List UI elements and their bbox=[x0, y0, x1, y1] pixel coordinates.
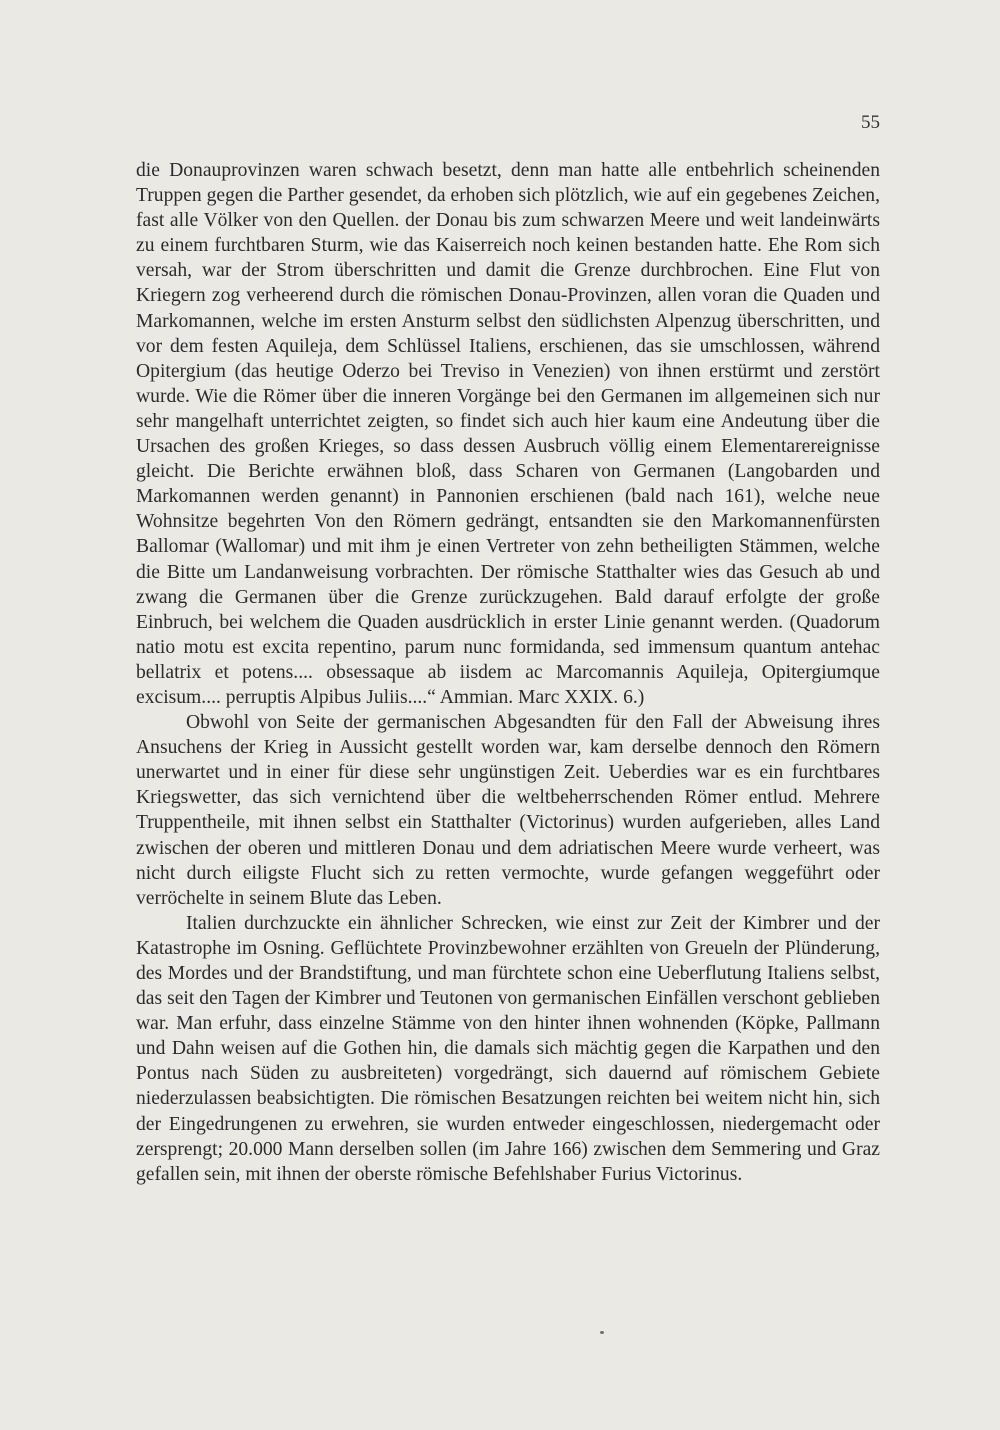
page-number: 55 bbox=[861, 112, 880, 133]
paragraph-1: die Donauprovinzen waren schwach besetzt, denn man hatte alle entbehrlich scheinenden Truppen gegen die Parther gesendet, da erhoben sich plötzlich, wie auf ein gegebenes Zeichen, fast alle Völker von den Quellen. der Donau bis zum schwarzen Meere und weit landeinwärts zu einem furchtbaren Sturm, wie das Kaiserreich noch keinen bestanden hatte. Ehe Rom sich versah, war der Strom überschritten und damit die Grenze durchbrochen. Eine Flut von Kriegern zog verheerend durch die römischen Donau-Provinzen, allen voran die Quaden und Markomannen, welche im ersten Ansturm selbst den südlichsten Alpenzug überschritten, und vor dem festen Aquileja, dem Schlüssel Italiens, erschienen, das sie umschlossen, während Opitergium (das heutige Oderzo bei Treviso in Venezien) von ihnen erstürmt und zerstört wurde. Wie die Römer über die inneren Vorgänge bei den Germanen im allgemeinen sich nur sehr mangelhaft unterrichtet zeigten, so findet sich auch hier kaum eine Andeutung über die Ursachen des großen Krieges, so dass dessen Ausbruch völlig einem Elementarereignisse gleicht. Die Berichte erwähnen bloß, dass Scharen von Germanen (Langobarden und Markomannen werden genannt) in Pannonien erschienen (bald nach 161), welche neue Wohnsitze begehrten Von den Römern gedrängt, entsandten sie den Markomannenfürsten Ballomar (Wallomar) und mit ihm je einen Vertreter von zehn betheiligten Stämmen, welche die Bitte um Landanweisung vorbrachten. Der römische Statthalter wies das Gesuch ab und zwang die Germanen über die Grenze zurückzugehen. Bald darauf erfolgte der große Einbruch, bei welchem die Quaden ausdrücklich in erster Linie genannt werden. (Quadorum natio motu est excita repentino, parum nunc formidanda, sed immensum quantum antehac bellatrix et potens.... obsessaque ab iisdem ac Marcomannis Aquileja, Opitergiumque excisum.... perruptis Alpibus Juliis....“ Ammian. Marc XXIX. 6.) bbox=[136, 160, 880, 708]
ink-speck bbox=[600, 1331, 604, 1334]
paragraph-2: Obwohl von Seite der germanischen Abgesandten für den Fall der Abweisung ihres Ansuchens der Krieg in Aussicht gestellt worden war, kam derselbe dennoch den Römern unerwartet und in einer für diese sehr ungünstigen Zeit. Ueberdies war es ein furchtbares Kriegswetter, das sich vernichtend über die weltbeherrschenden Römer entlud. Mehrere Truppentheile, mit ihnen selbst ein Statthalter (Victorinus) wurden aufgerieben, alles Land zwischen der oberen und mittleren Donau und dem adriatischen Meere wurde verheert, was nicht durch eiligste Flucht sich zu retten vermochte, wurde gefangen weggeführt oder verröchelte in seinem Blute das Leben. bbox=[136, 712, 880, 909]
paragraph-3: Italien durchzuckte ein ähnlicher Schrecken, wie einst zur Zeit der Kimbrer und der Katastrophe im Osning. Geflüchtete Provinzbewohner erzählten von Greueln der Plünderung, des Mordes und der Brandstiftung, und man fürchtete schon eine Ueberflutung Italiens selbst, das seit den Tagen der Kimbrer und Teutonen von germanischen Einfällen verschont geblieben war. Man erfuhr, dass einzelne Stämme von den hinter ihnen wohnenden (Köpke, Pallmann und Dahn weisen auf die Gothen hin, die damals sich mächtig gegen die Karpathen und den Pontus nach Süden zu ausbreiteten) vorgedrängt, sich dauernd auf römischem Gebiete niederzulassen beabsichtigten. Die römischen Besatzungen reichten bei weitem nicht hin, sich der Eingedrungenen zu erwehren, sie wurden entweder eingeschlossen, niedergemacht oder zersprengt; 20.000 Mann derselben sollen (im Jahre 166) zwischen dem Semmering und Graz gefallen sein, mit ihnen der oberste römische Befehlshaber Furius Victorinus. bbox=[136, 912, 880, 1185]
body-text bbox=[136, 158, 880, 1187]
